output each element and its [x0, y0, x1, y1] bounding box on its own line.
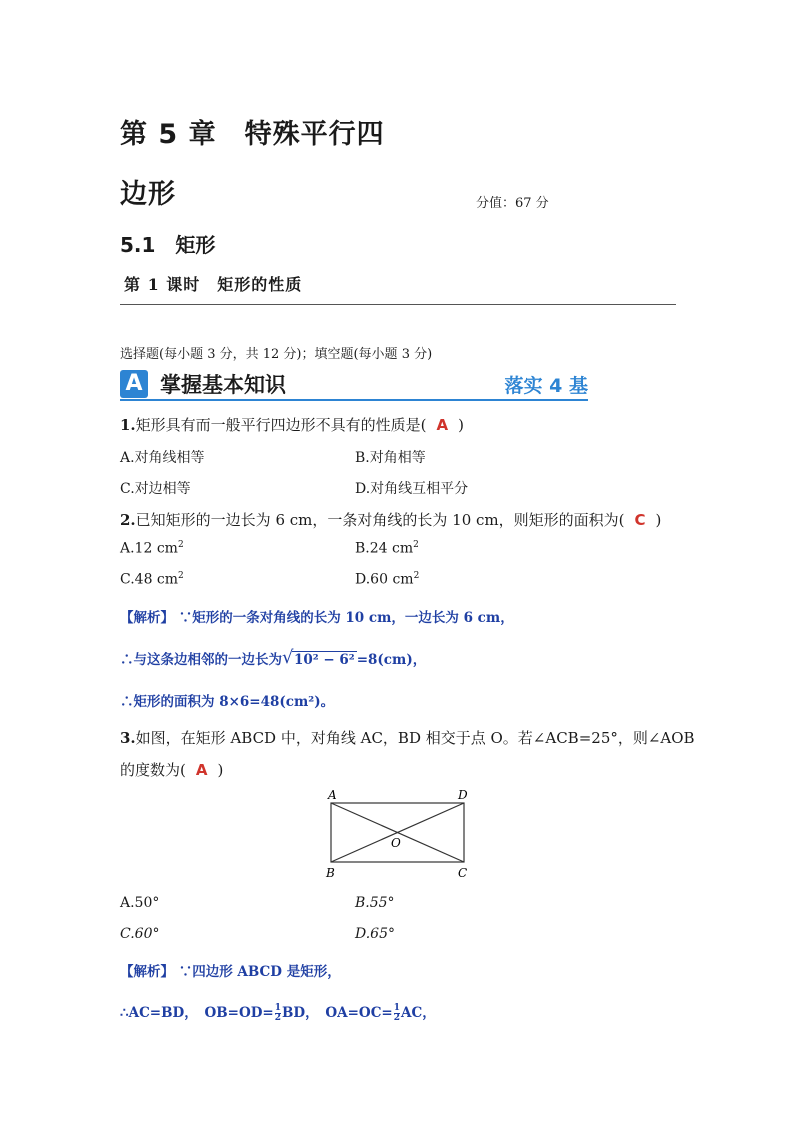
banner-title: 掌握基本知识 — [160, 373, 286, 397]
solution-2-line1: 【解析】 ∵矩形的一条对角线的长为 10 cm，一边长为 6 cm， — [120, 610, 514, 626]
solution-tag: 【解析】 — [120, 610, 174, 626]
fraction-half: $\frac{1}{2}$ — [393, 1003, 401, 1023]
option-b: B.对角相等 — [355, 450, 426, 466]
question-2 — [120, 509, 661, 530]
question-number: 1. — [120, 416, 136, 434]
banner-badge: A — [120, 370, 148, 398]
solution-3-line2: ∴AC=BD， OB=OD= $\frac{1}{2}$ BD， OA=OC= $\frac{1}{2}$ AC， — [120, 1003, 436, 1023]
option-a: A.12 $cm^2$ — [120, 540, 184, 557]
option-c: C.48 $cm^2$ — [120, 571, 184, 588]
question-3-line2: 的度数为( A ) — [120, 761, 224, 779]
answer-mark: C — [634, 511, 646, 529]
option-a: A.50° — [120, 895, 160, 911]
solution-tag: 【解析】 — [120, 964, 174, 980]
question-text: 矩形具有而一般平行四边形不具有的性质是( — [135, 416, 427, 434]
option-a: A.对角线相等 — [120, 450, 205, 466]
question-text-end: ) — [655, 511, 662, 529]
answer-mark: A — [436, 416, 449, 434]
option-d: D.60 $cm^2$ — [355, 571, 420, 588]
option-c: C.60° — [120, 926, 160, 942]
answer-mark: A — [195, 761, 208, 779]
option-b: B.55° — [355, 895, 395, 911]
option-c: C.对边相等 — [120, 481, 191, 497]
solution-3-line1: 【解析】 ∵四边形 ABCD 是矩形， — [120, 964, 341, 980]
chapter-title-line2: 边形 — [120, 179, 176, 210]
lesson-title: 第 1 课时 矩形的性质 — [124, 275, 303, 294]
fraction-half: $\frac{1}{2}$ — [274, 1003, 282, 1023]
center-label-o: O — [391, 836, 401, 850]
divider — [120, 304, 676, 305]
vertex-label-d: D — [458, 788, 468, 802]
vertex-label-a: A — [328, 788, 337, 802]
question-text: 如图，在矩形 ABCD 中，对角线 AC，BD 相交于点 O。若∠ACB=25°，则∠AOB — [135, 729, 695, 747]
scoring-note: 选择题(每小题 3 分，共 12 分)；填空题(每小题 3 分) — [120, 347, 433, 362]
option-b: B.24 $cm^2$ — [355, 540, 419, 557]
question-text: 已知矩形的一边长为 6 cm，一条对角线的长为 10 cm，则矩形的面积为( — [135, 511, 625, 529]
section-banner — [120, 369, 588, 401]
question-1 — [120, 414, 464, 435]
question-3 — [120, 727, 695, 748]
chapter-title-line1: 第 5 章 特殊平行四 — [120, 119, 385, 150]
rectangle-figure — [320, 786, 480, 882]
option-d: D.65° — [355, 926, 395, 942]
option-d: D.对角线互相平分 — [355, 481, 469, 497]
section-title: 5.1 矩形 — [120, 233, 216, 257]
question-text-end: ) — [458, 416, 464, 434]
question-number: 3. — [120, 729, 136, 747]
solution-2-line3: ∴矩形的面积为 8×6=48(cm²)。 — [120, 694, 335, 710]
score-label: 分值：67 分 — [476, 196, 549, 211]
solution-2-line2: ∴与这条边相邻的一边长为 √ 10² − 6² =8(cm)， — [120, 647, 427, 668]
vertex-label-c: C — [458, 866, 468, 880]
vertex-label-b: B — [326, 866, 335, 880]
banner-underline — [120, 399, 588, 401]
banner-right-label: 落实 4 基 — [504, 375, 588, 397]
question-number: 2. — [120, 511, 136, 529]
sqrt-expression: √ 10² − 6² — [282, 647, 355, 668]
